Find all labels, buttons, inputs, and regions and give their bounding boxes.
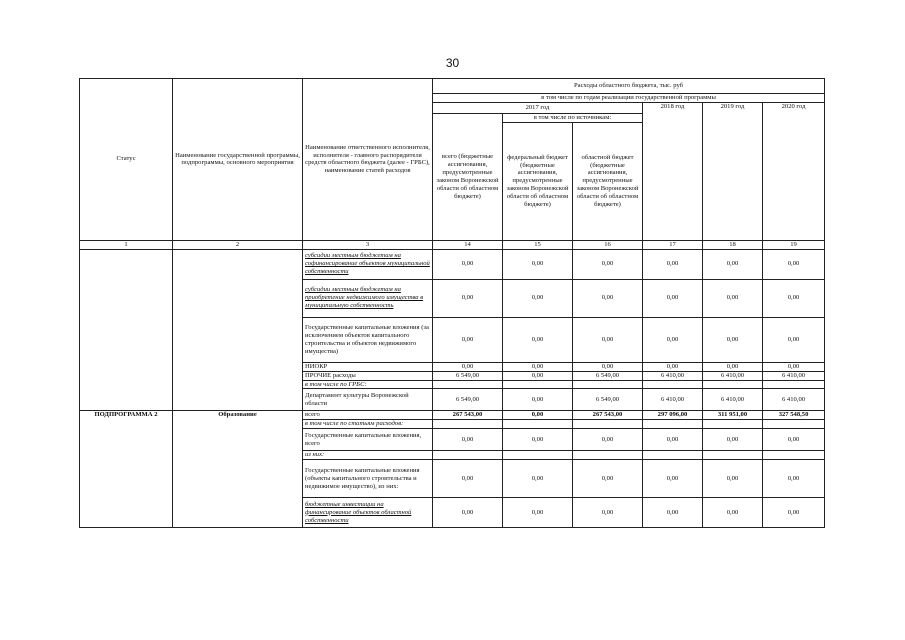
- budget-table: [79, 78, 825, 528]
- page-number: 30: [445, 56, 460, 70]
- header-federal-col: федеральный бюджет (бюджетные ассигнования, предусмотренные законом Воронежской области об областном бюджете): [503, 122, 573, 240]
- value-cell: 0,00: [763, 249, 825, 279]
- value-cell: [573, 451, 643, 460]
- header-executor-name: Наименование ответственного исполнителя, исполнителя - главного распорядителя средств областного бюджета (далее - ГРБС), наименование статей расходов: [303, 79, 433, 241]
- value-cell: [703, 380, 763, 389]
- col-number: 15: [503, 240, 573, 249]
- value-cell: 311 951,00: [703, 411, 763, 420]
- col-number: 1: [80, 240, 173, 249]
- header-regional-col: областной бюджет (бюджетные ассигнования, предусмотренные законом Воронежской области об областном бюджете): [573, 122, 643, 240]
- value-cell: 0,00: [503, 411, 573, 420]
- value-cell: [433, 451, 503, 460]
- value-cell: 0,00: [643, 317, 703, 362]
- expense-label: Государственные капитальные вложения (объекты капитального строительства и недвижимое имущество), из них:: [303, 460, 433, 498]
- value-cell: 6 410,00: [643, 389, 703, 411]
- col-number: 16: [573, 240, 643, 249]
- value-cell: 0,00: [703, 317, 763, 362]
- value-cell: 297 096,00: [643, 411, 703, 420]
- value-cell: 6 410,00: [703, 371, 763, 380]
- value-cell: 327 548,50: [763, 411, 825, 420]
- value-cell: 0,00: [643, 498, 703, 528]
- value-cell: 0,00: [503, 371, 573, 380]
- value-cell: [703, 420, 763, 429]
- expense-label: НИОКР: [303, 362, 433, 371]
- value-cell: 0,00: [573, 317, 643, 362]
- value-cell: 0,00: [503, 460, 573, 498]
- value-cell: 0,00: [703, 460, 763, 498]
- value-cell: 0,00: [643, 362, 703, 371]
- value-cell: 0,00: [503, 498, 573, 528]
- header-status: Статус: [80, 79, 173, 241]
- value-cell: [433, 420, 503, 429]
- value-cell: 0,00: [503, 429, 573, 451]
- value-cell: 6 410,00: [763, 389, 825, 411]
- value-cell: 0,00: [573, 279, 643, 317]
- expense-label: в том числе по ГРБС:: [303, 380, 433, 389]
- col-number: 14: [433, 240, 503, 249]
- value-cell: [643, 420, 703, 429]
- header-year-2018: 2018 год: [643, 102, 703, 240]
- value-cell: 0,00: [433, 498, 503, 528]
- value-cell: 0,00: [433, 249, 503, 279]
- value-cell: 0,00: [763, 362, 825, 371]
- value-cell: [433, 380, 503, 389]
- value-cell: 0,00: [643, 429, 703, 451]
- col-number: 18: [703, 240, 763, 249]
- header-total-col: всего (бюджетные ассигнования, предусмотренные законом Воронежской области об областном бюджете): [433, 113, 503, 240]
- expense-label: Департамент культуры Воронежской области: [303, 389, 433, 411]
- value-cell: 0,00: [503, 362, 573, 371]
- value-cell: 0,00: [703, 429, 763, 451]
- value-cell: [503, 451, 573, 460]
- value-cell: [573, 380, 643, 389]
- header-by-years: в том числе по годам реализации государственной программы: [433, 94, 825, 103]
- value-cell: 6 410,00: [703, 389, 763, 411]
- header-expenses-title: Расходы областного бюджета, тыс. руб: [433, 79, 825, 94]
- value-cell: [643, 380, 703, 389]
- expense-label: из них:: [303, 451, 433, 460]
- value-cell: [763, 420, 825, 429]
- program-cell: [173, 249, 303, 411]
- value-cell: 0,00: [763, 429, 825, 451]
- value-cell: 0,00: [763, 279, 825, 317]
- status-cell: [80, 249, 173, 411]
- expense-label: Государственные капитальные вложения (за исключением объектов капитального строительства и объектов недвижимого имущества): [303, 317, 433, 362]
- value-cell: 0,00: [643, 249, 703, 279]
- col-number: 3: [303, 240, 433, 249]
- value-cell: 0,00: [763, 498, 825, 528]
- col-number: 19: [763, 240, 825, 249]
- value-cell: 0,00: [573, 429, 643, 451]
- value-cell: 0,00: [433, 429, 503, 451]
- value-cell: 0,00: [763, 460, 825, 498]
- value-cell: 0,00: [433, 279, 503, 317]
- value-cell: 0,00: [703, 279, 763, 317]
- value-cell: 0,00: [573, 460, 643, 498]
- value-cell: 0,00: [573, 362, 643, 371]
- value-cell: 6 549,00: [433, 371, 503, 380]
- expense-label: субсидии местным бюджетам на софинансирование объектов муниципальной собственности: [303, 249, 433, 279]
- value-cell: 0,00: [503, 389, 573, 411]
- expense-label: всего: [303, 411, 433, 420]
- value-cell: 6 549,00: [573, 389, 643, 411]
- value-cell: 0,00: [703, 249, 763, 279]
- value-cell: 0,00: [433, 460, 503, 498]
- header-year-2020: 2020 год: [763, 102, 825, 240]
- value-cell: 0,00: [573, 249, 643, 279]
- col-number: 2: [173, 240, 303, 249]
- value-cell: 267 543,00: [433, 411, 503, 420]
- value-cell: 0,00: [763, 317, 825, 362]
- col-number: 17: [643, 240, 703, 249]
- value-cell: [573, 420, 643, 429]
- value-cell: [703, 451, 763, 460]
- value-cell: 6 410,00: [763, 371, 825, 380]
- value-cell: [763, 380, 825, 389]
- value-cell: 0,00: [433, 362, 503, 371]
- value-cell: 6 410,00: [643, 371, 703, 380]
- value-cell: 0,00: [503, 279, 573, 317]
- header-program-name: Наименование государственной программы, подпрограммы, основного мероприятия: [173, 79, 303, 241]
- subprogram-status: ПОДПРОГРАММА 2: [80, 411, 173, 528]
- expense-label: бюджетные инвестиции на финансирование объектов областной собственности: [303, 498, 433, 528]
- value-cell: [763, 451, 825, 460]
- value-cell: 0,00: [503, 317, 573, 362]
- header-year-2019: 2019 год: [703, 102, 763, 240]
- expense-label: Государственные капитальные вложения, всего: [303, 429, 433, 451]
- header-year-2017: 2017 год: [433, 102, 643, 113]
- value-cell: [503, 420, 573, 429]
- value-cell: 267 543,00: [573, 411, 643, 420]
- subprogram-name: Образование: [173, 411, 303, 528]
- header-by-sources: в том числе по источникам:: [503, 113, 643, 122]
- value-cell: 6 549,00: [573, 371, 643, 380]
- value-cell: 0,00: [503, 249, 573, 279]
- value-cell: 0,00: [433, 317, 503, 362]
- value-cell: [503, 380, 573, 389]
- expense-label: в том числе по статьям расходов:: [303, 420, 433, 429]
- value-cell: [643, 451, 703, 460]
- value-cell: 0,00: [703, 498, 763, 528]
- value-cell: 0,00: [643, 460, 703, 498]
- expense-label: ПРОЧИЕ расходы: [303, 371, 433, 380]
- value-cell: 6 549,00: [433, 389, 503, 411]
- value-cell: 0,00: [643, 279, 703, 317]
- value-cell: 0,00: [573, 498, 643, 528]
- expense-label: субсидии местным бюджетам на приобретение недвижимого имущества в муниципальную собственность: [303, 279, 433, 317]
- value-cell: 0,00: [703, 362, 763, 371]
